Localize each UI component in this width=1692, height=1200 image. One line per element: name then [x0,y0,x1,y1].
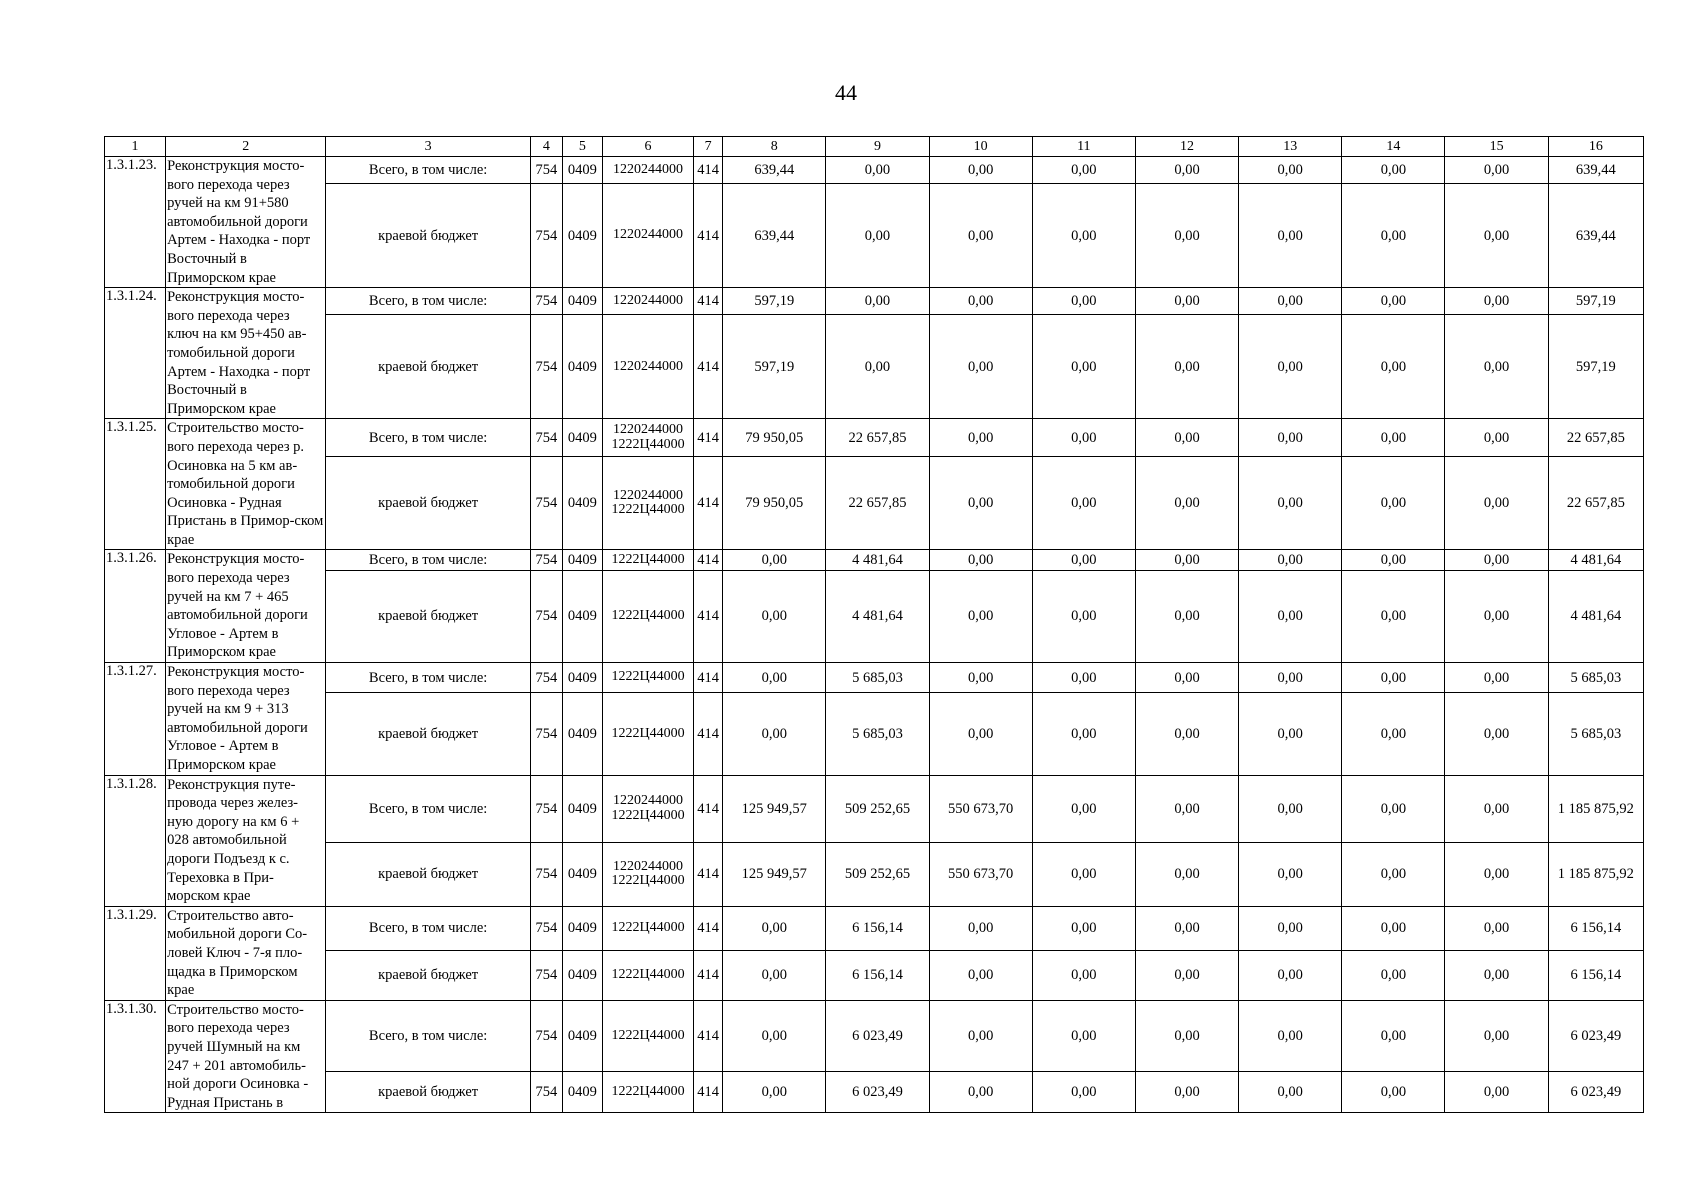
code-cell-col6: 1222Ц44000 [602,570,693,662]
funding-source-label: Всего, в том числе: [326,288,530,315]
amount-cell-col13: 0,00 [1239,775,1342,842]
code-cell-col7: 414 [694,419,723,457]
amount-cell-col10: 0,00 [929,906,1032,950]
code-cell-col7: 414 [694,663,723,693]
amount-cell-col8: 0,00 [723,663,826,693]
table-row-regional-budget [105,315,1644,419]
amount-cell-col11: 0,00 [1032,157,1135,184]
amount-cell-col16: 22 657,85 [1548,419,1643,457]
amount-cell-col11: 0,00 [1032,1000,1135,1072]
code-cell-col5: 0409 [562,693,602,775]
amount-cell-col15: 0,00 [1445,693,1548,775]
amount-cell-col15: 0,00 [1445,842,1548,906]
code-cell-col6 [602,419,693,457]
code-cell-col4: 754 [530,663,562,693]
amount-cell-col13: 0,00 [1239,288,1342,315]
amount-cell-col13: 0,00 [1239,456,1342,550]
funding-source-label: Всего, в том числе: [326,157,530,184]
amount-cell-col13: 0,00 [1239,315,1342,419]
amount-cell-col14: 0,00 [1342,419,1445,457]
amount-cell-col16: 597,19 [1548,315,1643,419]
code-cell-col5: 0409 [562,419,602,457]
table-row-regional-budget [105,570,1644,662]
code-line: 1222Ц44000 [611,436,685,452]
amount-cell-col13: 0,00 [1239,184,1342,288]
item-name: Строительство мосто-вого перехода через р. Осиновка на 5 км ав-томобильной дороги Осиновка - Рудная Пристань в Примор-ском крае [166,419,326,550]
amount-cell-col8: 639,44 [723,184,826,288]
header-cell-1: 1 [105,137,166,157]
code-cell-col4: 754 [530,419,562,457]
item-number: 1.3.1.23. [105,157,166,288]
amount-cell-col13: 0,00 [1239,1000,1342,1072]
amount-cell-col13: 0,00 [1239,906,1342,950]
amount-cell-col12: 0,00 [1135,419,1238,457]
item-name: Реконструкция мосто-вого перехода через ключ на км 95+450 ав-томобильной дороги Артем - Находка - порт Восточный в Приморском крае [166,288,326,419]
amount-cell-col10: 550 673,70 [929,775,1032,842]
amount-cell-col16: 6 023,49 [1548,1072,1643,1113]
code-line: 1220244000 [613,858,684,874]
amount-cell-col11: 0,00 [1032,184,1135,288]
amount-cell-col11: 0,00 [1032,950,1135,1000]
code-cell-col5: 0409 [562,184,602,288]
amount-cell-col12: 0,00 [1135,184,1238,288]
amount-cell-col13: 0,00 [1239,570,1342,662]
amount-cell-col9: 0,00 [826,184,929,288]
header-cell-14: 14 [1342,137,1445,157]
amount-cell-col10: 0,00 [929,315,1032,419]
funding-source-label: Всего, в том числе: [326,1000,530,1072]
code-cell-col4: 754 [530,842,562,906]
header-cell-15: 15 [1445,137,1548,157]
funding-source-label: краевой бюджет [326,184,530,288]
amount-cell-col9: 6 023,49 [826,1072,929,1113]
amount-cell-col8: 0,00 [723,950,826,1000]
amount-cell-col9: 6 023,49 [826,1000,929,1072]
amount-cell-col14: 0,00 [1342,550,1445,570]
amount-cell-col8: 597,19 [723,288,826,315]
item-number: 1.3.1.27. [105,663,166,776]
header-cell-2: 2 [166,137,326,157]
amount-cell-col12: 0,00 [1135,550,1238,570]
amount-cell-col16: 5 685,03 [1548,663,1643,693]
code-cell-col7: 414 [694,157,723,184]
amount-cell-col10: 0,00 [929,1000,1032,1072]
code-cell-col4: 754 [530,157,562,184]
item-number: 1.3.1.24. [105,288,166,419]
header-cell-13: 13 [1239,137,1342,157]
amount-cell-col11: 0,00 [1032,570,1135,662]
amount-cell-col13: 0,00 [1239,842,1342,906]
amount-cell-col9: 22 657,85 [826,456,929,550]
code-line: 1222Ц44000 [611,502,685,518]
amount-cell-col16: 6 156,14 [1548,906,1643,950]
amount-cell-col9: 22 657,85 [826,419,929,457]
code-cell-col4: 754 [530,950,562,1000]
code-cell-col6 [602,775,693,842]
amount-cell-col8: 0,00 [723,1072,826,1113]
header-cell-6: 6 [602,137,693,157]
item-name: Строительство мосто-вого перехода через ручей Шумный на км 247 + 201 автомобиль-ной дороги Осиновка - Рудная Пристань в [166,1000,326,1113]
amount-cell-col11: 0,00 [1032,419,1135,457]
amount-cell-col11: 0,00 [1032,906,1135,950]
amount-cell-col9: 4 481,64 [826,570,929,662]
amount-cell-col16: 22 657,85 [1548,456,1643,550]
amount-cell-col8: 0,00 [723,1000,826,1072]
amount-cell-col8: 79 950,05 [723,456,826,550]
header-cell-16: 16 [1548,137,1643,157]
code-cell-col7: 414 [694,1072,723,1113]
funding-source-label: краевой бюджет [326,456,530,550]
amount-cell-col11: 0,00 [1032,550,1135,570]
funding-source-label: краевой бюджет [326,842,530,906]
amount-cell-col10: 0,00 [929,1072,1032,1113]
code-cell-col5: 0409 [562,315,602,419]
code-cell-col6: 1220244000 [602,157,693,184]
amount-cell-col16: 1 185 875,92 [1548,775,1643,842]
item-number: 1.3.1.29. [105,906,166,1000]
amount-cell-col9: 5 685,03 [826,663,929,693]
funding-source-label: краевой бюджет [326,1072,530,1113]
code-cell-col6: 1222Ц44000 [602,663,693,693]
funding-source-label: Всего, в том числе: [326,906,530,950]
table-row-total [105,775,1644,842]
amount-cell-col10: 0,00 [929,663,1032,693]
amount-cell-col13: 0,00 [1239,419,1342,457]
table-row-total [105,663,1644,693]
code-cell-col6: 1222Ц44000 [602,950,693,1000]
amount-cell-col9: 509 252,65 [826,842,929,906]
code-cell-col4: 754 [530,288,562,315]
item-name: Реконструкция мосто-вого перехода через ручей на км 91+580 автомобильной дороги Артем - Находка - порт Восточный в Приморском крае [166,157,326,288]
amount-cell-col15: 0,00 [1445,419,1548,457]
amount-cell-col15: 0,00 [1445,288,1548,315]
code-cell-col4: 754 [530,1000,562,1072]
code-cell-col5: 0409 [562,456,602,550]
amount-cell-col10: 0,00 [929,184,1032,288]
table-row-regional-budget [105,693,1644,775]
amount-cell-col8: 0,00 [723,550,826,570]
amount-cell-col14: 0,00 [1342,315,1445,419]
amount-cell-col8: 639,44 [723,157,826,184]
table-row-total [105,419,1644,457]
code-cell-col4: 754 [530,315,562,419]
amount-cell-col10: 0,00 [929,570,1032,662]
table-row-total [105,157,1644,184]
code-line: 1220244000 [613,421,684,437]
amount-cell-col15: 0,00 [1445,775,1548,842]
code-cell-col7: 414 [694,184,723,288]
code-cell-col4: 754 [530,456,562,550]
amount-cell-col8: 597,19 [723,315,826,419]
amount-cell-col14: 0,00 [1342,157,1445,184]
code-cell-col6 [602,456,693,550]
amount-cell-col12: 0,00 [1135,663,1238,693]
code-cell-col6: 1222Ц44000 [602,550,693,570]
amount-cell-col14: 0,00 [1342,842,1445,906]
funding-source-label: Всего, в том числе: [326,775,530,842]
header-cell-4: 4 [530,137,562,157]
header-cell-3: 3 [326,137,530,157]
header-cell-10: 10 [929,137,1032,157]
amount-cell-col15: 0,00 [1445,1000,1548,1072]
header-cell-8: 8 [723,137,826,157]
amount-cell-col12: 0,00 [1135,775,1238,842]
amount-cell-col13: 0,00 [1239,550,1342,570]
code-cell-col5: 0409 [562,950,602,1000]
amount-cell-col9: 6 156,14 [826,950,929,1000]
code-cell-col5: 0409 [562,570,602,662]
amount-cell-col9: 5 685,03 [826,693,929,775]
amount-cell-col14: 0,00 [1342,663,1445,693]
amount-cell-col14: 0,00 [1342,1000,1445,1072]
amount-cell-col14: 0,00 [1342,1072,1445,1113]
amount-cell-col12: 0,00 [1135,456,1238,550]
amount-cell-col15: 0,00 [1445,663,1548,693]
amount-cell-col10: 0,00 [929,950,1032,1000]
amount-cell-col15: 0,00 [1445,906,1548,950]
amount-cell-col16: 6 023,49 [1548,1000,1643,1072]
amount-cell-col12: 0,00 [1135,693,1238,775]
amount-cell-col8: 125 949,57 [723,842,826,906]
amount-cell-col12: 0,00 [1135,1072,1238,1113]
header-cell-9: 9 [826,137,929,157]
table-row-total [105,288,1644,315]
amount-cell-col14: 0,00 [1342,775,1445,842]
amount-cell-col11: 0,00 [1032,693,1135,775]
amount-cell-col12: 0,00 [1135,906,1238,950]
amount-cell-col16: 5 685,03 [1548,693,1643,775]
amount-cell-col10: 0,00 [929,456,1032,550]
amount-cell-col9: 509 252,65 [826,775,929,842]
amount-cell-col15: 0,00 [1445,950,1548,1000]
item-name: Реконструкция мосто-вого перехода через ручей на км 9 + 313 автомобильной дороги Угловое - Артем в Приморском крае [166,663,326,776]
funding-source-label: краевой бюджет [326,693,530,775]
code-cell-col7: 414 [694,570,723,662]
amount-cell-col11: 0,00 [1032,315,1135,419]
code-cell-col7: 414 [694,842,723,906]
header-cell-5: 5 [562,137,602,157]
amount-cell-col10: 0,00 [929,550,1032,570]
amount-cell-col12: 0,00 [1135,157,1238,184]
code-cell-col5: 0409 [562,157,602,184]
amount-cell-col15: 0,00 [1445,184,1548,288]
amount-cell-col10: 550 673,70 [929,842,1032,906]
amount-cell-col14: 0,00 [1342,570,1445,662]
table-row-regional-budget [105,842,1644,906]
header-cell-11: 11 [1032,137,1135,157]
amount-cell-col15: 0,00 [1445,157,1548,184]
table-row-regional-budget [105,950,1644,1000]
code-line: 1222Ц44000 [611,873,685,889]
header-row [105,137,1644,157]
amount-cell-col9: 0,00 [826,288,929,315]
amount-cell-col15: 0,00 [1445,315,1548,419]
code-cell-col6: 1222Ц44000 [602,693,693,775]
table-body [105,137,1644,1113]
amount-cell-col14: 0,00 [1342,693,1445,775]
item-number: 1.3.1.26. [105,550,166,663]
amount-cell-col16: 597,19 [1548,288,1643,315]
code-cell-col6: 1222Ц44000 [602,1072,693,1113]
amount-cell-col13: 0,00 [1239,157,1342,184]
item-name: Реконструкция мосто-вого перехода через ручей на км 7 + 465 автомобильной дороги Угловое - Артем в Приморском крае [166,550,326,663]
code-line: 1222Ц44000 [611,807,685,823]
code-cell-col4: 754 [530,906,562,950]
code-cell-col4: 754 [530,184,562,288]
amount-cell-col11: 0,00 [1032,456,1135,550]
code-cell-col4: 754 [530,775,562,842]
table-row-total [105,906,1644,950]
amount-cell-col13: 0,00 [1239,693,1342,775]
amount-cell-col16: 1 185 875,92 [1548,842,1643,906]
code-cell-col7: 414 [694,1000,723,1072]
funding-source-label: краевой бюджет [326,950,530,1000]
amount-cell-col14: 0,00 [1342,906,1445,950]
funding-source-label: Всего, в том числе: [326,663,530,693]
amount-cell-col15: 0,00 [1445,570,1548,662]
code-cell-col5: 0409 [562,775,602,842]
code-cell-col4: 754 [530,570,562,662]
amount-cell-col12: 0,00 [1135,570,1238,662]
code-cell-col6: 1220244000 [602,315,693,419]
amount-cell-col9: 6 156,14 [826,906,929,950]
amount-cell-col11: 0,00 [1032,288,1135,315]
amount-cell-col14: 0,00 [1342,288,1445,315]
item-number: 1.3.1.30. [105,1000,166,1113]
code-cell-col6: 1222Ц44000 [602,1000,693,1072]
amount-cell-col8: 79 950,05 [723,419,826,457]
amount-cell-col9: 4 481,64 [826,550,929,570]
amount-cell-col11: 0,00 [1032,775,1135,842]
code-line: 1220244000 [613,793,684,809]
code-cell-col6: 1220244000 [602,184,693,288]
code-cell-col5: 0409 [562,663,602,693]
code-cell-col5: 0409 [562,1072,602,1113]
amount-cell-col13: 0,00 [1239,950,1342,1000]
code-cell-col7: 414 [694,906,723,950]
amount-cell-col10: 0,00 [929,693,1032,775]
item-name: Реконструкция путе-провода через желез-ную дорогу на км 6 + 028 автомобильной дороги Подъезд к с. Тереховка в При-морском крае [166,775,326,906]
amount-cell-col10: 0,00 [929,288,1032,315]
item-name: Строительство авто-мобильной дороги Со-ловей Ключ - 7-я пло-щадка в Приморском крае [166,906,326,1000]
table-row-total [105,550,1644,570]
page-number: 44 [835,80,857,105]
amount-cell-col16: 639,44 [1548,184,1643,288]
amount-cell-col11: 0,00 [1032,842,1135,906]
code-cell-col6 [602,842,693,906]
funding-source-label: краевой бюджет [326,315,530,419]
amount-cell-col8: 125 949,57 [723,775,826,842]
code-cell-col4: 754 [530,693,562,775]
amount-cell-col14: 0,00 [1342,456,1445,550]
code-cell-col6: 1222Ц44000 [602,906,693,950]
amount-cell-col8: 0,00 [723,693,826,775]
code-cell-col7: 414 [694,950,723,1000]
code-cell-col7: 414 [694,693,723,775]
amount-cell-col16: 4 481,64 [1548,570,1643,662]
table-row-regional-budget [105,456,1644,550]
amount-cell-col15: 0,00 [1445,456,1548,550]
amount-cell-col14: 0,00 [1342,950,1445,1000]
amount-cell-col9: 0,00 [826,157,929,184]
funding-source-label: Всего, в том числе: [326,550,530,570]
amount-cell-col15: 0,00 [1445,550,1548,570]
budget-table [104,136,1644,1113]
funding-source-label: краевой бюджет [326,570,530,662]
amount-cell-col16: 6 156,14 [1548,950,1643,1000]
amount-cell-col10: 0,00 [929,157,1032,184]
amount-cell-col12: 0,00 [1135,288,1238,315]
amount-cell-col14: 0,00 [1342,184,1445,288]
table-row-total [105,1000,1644,1072]
code-cell-col7: 414 [694,550,723,570]
code-cell-col5: 0409 [562,1000,602,1072]
funding-source-label: Всего, в том числе: [326,419,530,457]
amount-cell-col15: 0,00 [1445,1072,1548,1113]
amount-cell-col11: 0,00 [1032,1072,1135,1113]
amount-cell-col13: 0,00 [1239,1072,1342,1113]
code-cell-col5: 0409 [562,842,602,906]
code-cell-col6: 1220244000 [602,288,693,315]
amount-cell-col10: 0,00 [929,419,1032,457]
amount-cell-col16: 639,44 [1548,157,1643,184]
code-cell-col4: 754 [530,1072,562,1113]
amount-cell-col11: 0,00 [1032,663,1135,693]
table-row-regional-budget [105,1072,1644,1113]
amount-cell-col12: 0,00 [1135,842,1238,906]
code-line: 1220244000 [613,487,684,503]
code-cell-col7: 414 [694,288,723,315]
amount-cell-col9: 0,00 [826,315,929,419]
amount-cell-col12: 0,00 [1135,315,1238,419]
code-cell-col5: 0409 [562,550,602,570]
item-number: 1.3.1.25. [105,419,166,550]
amount-cell-col8: 0,00 [723,906,826,950]
amount-cell-col12: 0,00 [1135,1000,1238,1072]
amount-cell-col12: 0,00 [1135,950,1238,1000]
code-cell-col5: 0409 [562,288,602,315]
code-cell-col7: 414 [694,775,723,842]
code-cell-col7: 414 [694,315,723,419]
amount-cell-col16: 4 481,64 [1548,550,1643,570]
header-cell-7: 7 [694,137,723,157]
code-cell-col7: 414 [694,456,723,550]
item-number: 1.3.1.28. [105,775,166,906]
table-row-regional-budget [105,184,1644,288]
code-cell-col4: 754 [530,550,562,570]
header-cell-12: 12 [1135,137,1238,157]
amount-cell-col8: 0,00 [723,570,826,662]
amount-cell-col13: 0,00 [1239,663,1342,693]
code-cell-col5: 0409 [562,906,602,950]
